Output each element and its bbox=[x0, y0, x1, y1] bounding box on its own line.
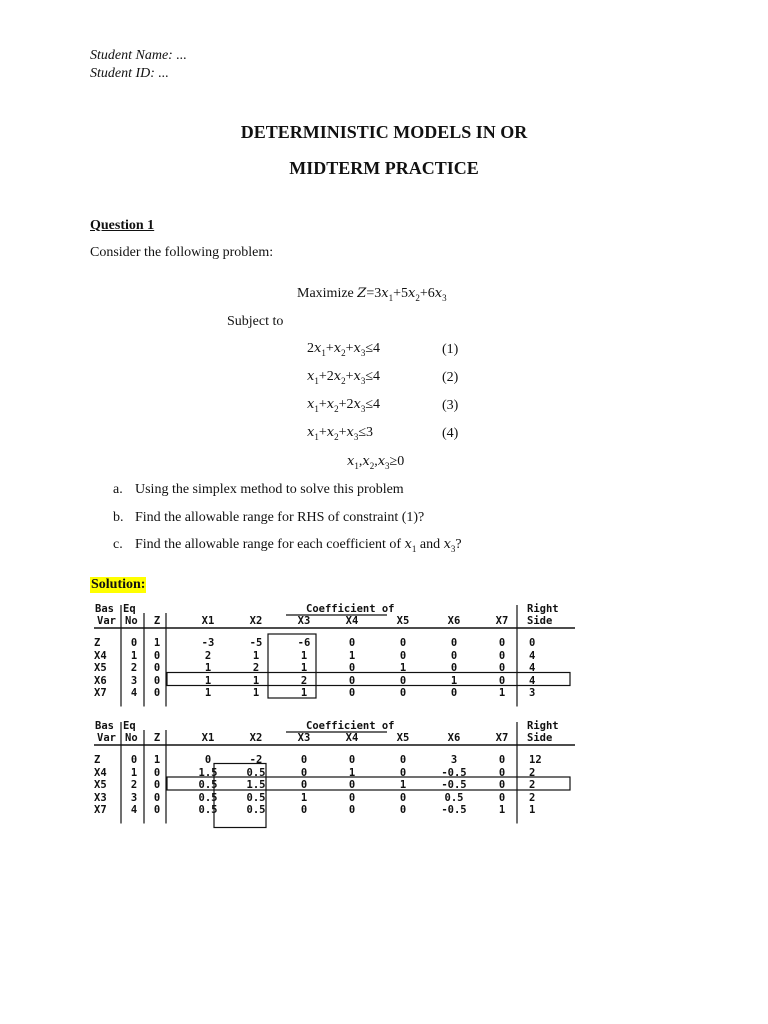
tableau1-row0-rhs: 0 bbox=[529, 637, 536, 649]
tableau1-row2-basic-var: X5 bbox=[94, 662, 107, 674]
subject-to: Subject to bbox=[227, 314, 284, 329]
tableau1-row4-coef-3: 1 bbox=[300, 687, 308, 699]
tableau1-row3-z: 0 bbox=[153, 674, 161, 687]
tableau1-hdr-coef: Coefficient of bbox=[306, 603, 395, 615]
tableau1-row2-coef-6: 0 bbox=[450, 662, 458, 674]
tableau1-hdr-col-x6: X6 bbox=[447, 615, 461, 627]
tableau2-row2-coef-5: 1 bbox=[399, 779, 407, 791]
tableau1-row1-coef-4: 1 bbox=[348, 649, 356, 662]
tableau2-row2-eq: 2 bbox=[130, 779, 138, 791]
tableau2-row2-coef-1: 0.5 bbox=[198, 779, 218, 791]
tableau1-row3-coef-1: 1 bbox=[204, 674, 212, 687]
part-a-marker: a. bbox=[113, 482, 123, 497]
tableau2-row4-coef-1: 0.5 bbox=[198, 804, 218, 816]
tableau1-hdr-col-x2: X2 bbox=[249, 615, 263, 627]
tableau2-hdr-bas: Bas bbox=[95, 720, 114, 732]
tableau2-row0-coef-5: 0 bbox=[399, 754, 407, 766]
solution-label: Solution: bbox=[91, 577, 146, 592]
tableau1-hdr-no: No bbox=[125, 615, 138, 627]
tableau1-row2-coef-5: 1 bbox=[399, 662, 407, 674]
tableau1-row1-coef-1: 2 bbox=[204, 649, 212, 662]
tableau1-row4-coef-2: 1 bbox=[252, 687, 260, 699]
tableau1-row0-coef-4: 0 bbox=[348, 637, 356, 649]
tableau2-row0-coef-6: 3 bbox=[450, 754, 458, 766]
tableau1-row4-rhs: 3 bbox=[529, 687, 536, 699]
tableau2-row3-coef-7: 0 bbox=[498, 791, 506, 804]
tableau2-hdr-col-x7: X7 bbox=[495, 732, 509, 744]
tableau2-row2-coef-4: 0 bbox=[348, 779, 356, 791]
tableau2-row1-eq: 1 bbox=[130, 766, 138, 779]
tableau2-row4-coef-6: -0.5 bbox=[441, 804, 467, 816]
tableau2-row2-basic-var: X5 bbox=[94, 779, 107, 791]
tableau1-row4-z: 0 bbox=[153, 687, 161, 699]
tableau2-hdr-col-x1: X1 bbox=[201, 732, 215, 744]
tableau2-hdr-var: Var bbox=[97, 732, 116, 744]
constraint-4: $x_1+x_2+x_3\le 3$ bbox=[307, 425, 374, 442]
tableau2-row3-basic-var: X3 bbox=[94, 791, 107, 804]
objective-word: Maximize bbox=[297, 286, 354, 301]
tableau1-row0-eq: 0 bbox=[130, 637, 138, 649]
tableau2-row0-z: 1 bbox=[153, 754, 161, 766]
tableau1-row4-coef-1: 1 bbox=[204, 687, 212, 699]
tableau2-hdr-right: Right bbox=[527, 720, 559, 732]
tableau2-row2-coef-2: 1.5 bbox=[246, 779, 266, 791]
part-a-text: Using the simplex method to solve this problem bbox=[135, 482, 404, 497]
tableau1-row3-coef-4: 0 bbox=[348, 674, 356, 687]
tableau1-hdr-eq: Eq bbox=[123, 603, 136, 615]
tableau2-hdr-z: Z bbox=[153, 732, 161, 744]
tableau1-row0-coef-3: -6 bbox=[297, 637, 311, 649]
constraint-3: $x_1+x_2+2x_3\le 4$ bbox=[307, 397, 381, 414]
tableau1-row0-coef-6: 0 bbox=[450, 637, 458, 649]
nonnegativity: $x_1,x_2,x_3\ge 0$ bbox=[347, 454, 405, 471]
tableau2-row4-eq: 4 bbox=[130, 804, 138, 816]
tableau1-row3-coef-6: 1 bbox=[450, 674, 458, 687]
tableau2-row1-coef-4: 1 bbox=[348, 766, 356, 779]
student-name: Student Name: ... bbox=[90, 48, 187, 63]
tableau2-hdr-col-x2: X2 bbox=[249, 732, 263, 744]
tableau2-row1-z: 0 bbox=[153, 766, 161, 779]
tableau1-hdr-col-x7: X7 bbox=[495, 615, 509, 627]
question-intro: Consider the following problem: bbox=[90, 245, 274, 260]
tableau2-row3-coef-2: 0.5 bbox=[246, 791, 266, 804]
tableau1-row0-z: 1 bbox=[153, 637, 161, 649]
tableau1-row4-coef-6: 0 bbox=[450, 687, 458, 699]
tableau2-row0-coef-4: 0 bbox=[348, 754, 356, 766]
tableau2-row4-basic-var: X7 bbox=[94, 804, 107, 816]
tableau1-row3-eq: 3 bbox=[130, 674, 138, 687]
tableau1-row0-coef-1: -3 bbox=[201, 637, 215, 649]
tableau1-row2-coef-7: 0 bbox=[498, 662, 506, 674]
tableau1-row1-rhs: 4 bbox=[529, 649, 536, 662]
tableau1-row2-coef-1: 1 bbox=[204, 662, 212, 674]
tableau1-row3-coef-2: 1 bbox=[252, 674, 260, 687]
tableau1-row4-coef-7: 1 bbox=[498, 687, 506, 699]
tableau2-row3-coef-3: 1 bbox=[300, 791, 308, 804]
tableau2-hdr-col-x5: X5 bbox=[396, 732, 410, 744]
tableau1-row3-coef-3: 2 bbox=[300, 674, 308, 687]
tableau1-row1-coef-3: 1 bbox=[300, 649, 308, 662]
tableau2-row2-coef-6: -0.5 bbox=[441, 779, 467, 791]
tableau1-hdr-bas: Bas bbox=[95, 603, 114, 615]
tableau2-hdr-side: Side bbox=[527, 732, 553, 744]
part-c-and: and bbox=[419, 537, 441, 552]
tableau2-hdr-no: No bbox=[125, 732, 138, 744]
tableau2-row1-coef-7: 0 bbox=[498, 766, 506, 779]
tableau2-row0-coef-2: -2 bbox=[249, 754, 263, 766]
tableau1-row4-eq: 4 bbox=[130, 687, 138, 699]
part-b-text: Find the allowable range for RHS of constraint (1)? bbox=[135, 510, 425, 525]
tableau1-hdr-col-x4: X4 bbox=[345, 615, 359, 627]
tableau2-row2-z: 0 bbox=[153, 779, 161, 791]
tableau2-row4-coef-4: 0 bbox=[348, 804, 356, 816]
tableau1-row1-basic-var: X4 bbox=[94, 649, 107, 662]
tableau2-row3-coef-6: 0.5 bbox=[444, 791, 464, 804]
constraint-label-2: (2) bbox=[442, 370, 459, 385]
page-title-line2: MIDTERM PRACTICE bbox=[289, 158, 479, 178]
tableau1-row4-coef-5: 0 bbox=[399, 687, 407, 699]
tableau1-hdr-side: Side bbox=[527, 615, 553, 627]
tableau1-row2-coef-3: 1 bbox=[300, 662, 308, 674]
part-c-main: Find the allowable range for each coefficient of bbox=[135, 537, 402, 552]
tableau1-row3-basic-var: X6 bbox=[94, 674, 107, 687]
tableau2-row0-coef-1: 0 bbox=[204, 754, 212, 766]
tableau1-row0-coef-5: 0 bbox=[399, 637, 407, 649]
tableau2-row0-basic-var: Z bbox=[94, 754, 101, 766]
tableau2-row0-coef-7: 0 bbox=[498, 754, 506, 766]
tableau1-row3-rhs: 4 bbox=[529, 674, 536, 687]
tableau1-row1-coef-2: 1 bbox=[252, 649, 260, 662]
tableau1-row1-coef-5: 0 bbox=[399, 649, 407, 662]
tableau2-row1-basic-var: X4 bbox=[94, 766, 107, 779]
tableau2-row1-rhs: 2 bbox=[529, 766, 536, 779]
tableau1-row1-coef-6: 0 bbox=[450, 649, 458, 662]
tableau2-row4-coef-7: 1 bbox=[498, 804, 506, 816]
question-heading: Question 1 bbox=[90, 218, 155, 233]
tableau1-row3-coef-7: 0 bbox=[498, 674, 506, 687]
constraint-label-1: (1) bbox=[442, 342, 459, 357]
part-c-q: ? bbox=[455, 537, 462, 552]
tableau2-row1-coef-2: 0.5 bbox=[246, 766, 266, 779]
tableau2-row0-coef-3: 0 bbox=[300, 754, 308, 766]
tableau2-row3-coef-4: 0 bbox=[348, 791, 356, 804]
constraint-1: $2x_1+x_2+x_3\le 4$ bbox=[307, 341, 381, 358]
part-c-text: Find the allowable range for each coefficient of $x_1$ and $x_3$? bbox=[135, 537, 462, 554]
constraint-2: $x_1+2x_2+x_3\le 4$ bbox=[307, 369, 381, 386]
tableau1-row1-eq: 1 bbox=[130, 649, 138, 662]
tableau1-row1-z: 0 bbox=[153, 649, 161, 662]
tableau2-row4-rhs: 1 bbox=[529, 804, 536, 816]
tableau1-row2-coef-4: 0 bbox=[348, 662, 356, 674]
tableau2-row4-coef-2: 0.5 bbox=[246, 804, 266, 816]
tableau1-hdr-col-x3: X3 bbox=[297, 615, 311, 627]
tableau2-row0-rhs: 12 bbox=[529, 754, 542, 766]
tableau2-row3-coef-1: 0.5 bbox=[198, 791, 218, 804]
tableau2-row2-coef-7: 0 bbox=[498, 779, 506, 791]
tableau1-row1-coef-7: 0 bbox=[498, 649, 506, 662]
tableau2-row1-coef-3: 0 bbox=[300, 766, 308, 779]
tableau1-row2-z: 0 bbox=[153, 662, 161, 674]
tableau2-row3-eq: 3 bbox=[130, 791, 138, 804]
tableau1-hdr-var: Var bbox=[97, 615, 116, 627]
objective-function: Maximize $Z=3x_1+5x_2+6x_3$ bbox=[297, 286, 447, 303]
part-c-marker: c. bbox=[113, 537, 123, 552]
tableau1-row2-eq: 2 bbox=[130, 662, 138, 674]
tableau1-row0-coef-7: 0 bbox=[498, 637, 506, 649]
tableau1-row2-rhs: 4 bbox=[529, 662, 536, 674]
tableau2-hdr-col-x6: X6 bbox=[447, 732, 461, 744]
part-b-marker: b. bbox=[113, 510, 124, 525]
tableau2-row2-rhs: 2 bbox=[529, 779, 536, 791]
tableau2-row4-coef-3: 0 bbox=[300, 804, 308, 816]
tableau2-row1-coef-6: -0.5 bbox=[441, 766, 467, 779]
tableau2-row4-coef-5: 0 bbox=[399, 804, 407, 816]
tableau1-hdr-right: Right bbox=[527, 603, 559, 615]
tableau1-hdr-z: Z bbox=[153, 615, 161, 627]
tableau1-row4-coef-4: 0 bbox=[348, 687, 356, 699]
tableau2-row1-coef-5: 0 bbox=[399, 766, 407, 779]
tableau1-row4-basic-var: X7 bbox=[94, 687, 107, 699]
tableau1-row2-coef-2: 2 bbox=[252, 662, 260, 674]
tableau2-row0-eq: 0 bbox=[130, 754, 138, 766]
tableau2-hdr-eq: Eq bbox=[123, 720, 136, 732]
tableau1-hdr-col-x5: X5 bbox=[396, 615, 410, 627]
tableau2-hdr-coef: Coefficient of bbox=[306, 720, 395, 732]
student-id: Student ID: ... bbox=[90, 66, 169, 81]
tableau2-row2-coef-3: 0 bbox=[300, 779, 308, 791]
constraint-label-4: (4) bbox=[442, 426, 459, 441]
tableau2-row4-z: 0 bbox=[153, 804, 161, 816]
tableau1-row0-basic-var: Z bbox=[94, 637, 101, 649]
tableau2-row1-coef-1: 1.5 bbox=[198, 766, 218, 779]
constraint-label-3: (3) bbox=[442, 398, 459, 413]
page-title-line1: DETERMINISTIC MODELS IN OR bbox=[240, 122, 528, 142]
tableau1-row0-coef-2: -5 bbox=[249, 637, 263, 649]
tableau2-hdr-col-x4: X4 bbox=[345, 732, 359, 744]
tableau2-row3-z: 0 bbox=[153, 791, 161, 804]
tableau1-row3-coef-5: 0 bbox=[399, 674, 407, 687]
tableau2-hdr-col-x3: X3 bbox=[297, 732, 311, 744]
tableau2-row3-rhs: 2 bbox=[529, 791, 536, 804]
tableau2-row3-coef-5: 0 bbox=[399, 791, 407, 804]
tableau1-hdr-col-x1: X1 bbox=[201, 615, 215, 627]
